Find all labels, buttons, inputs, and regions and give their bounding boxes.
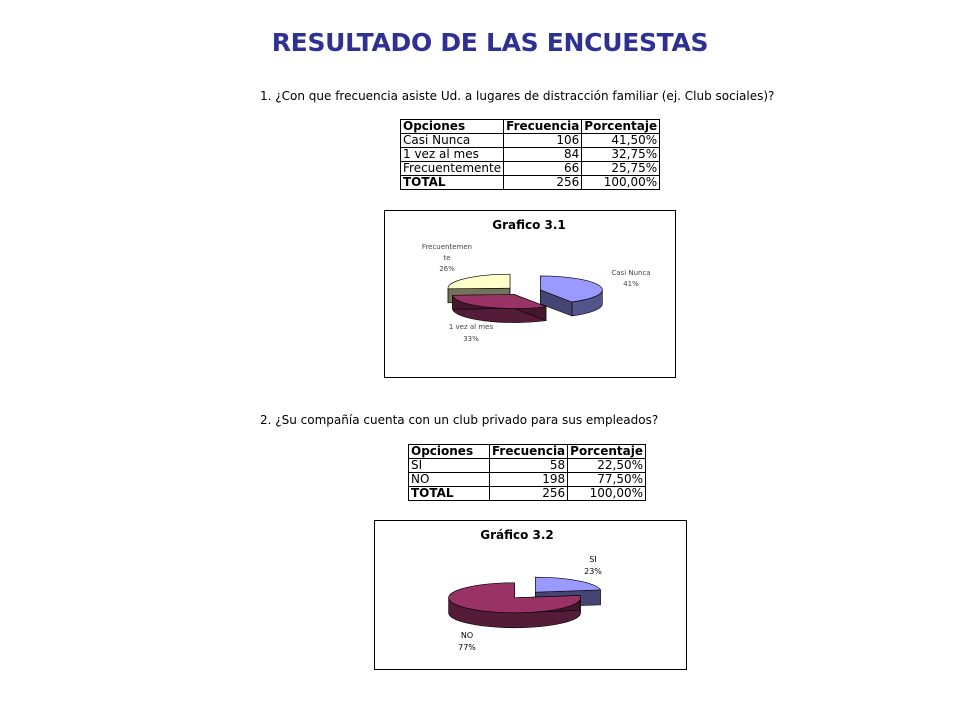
chart-3-1 xyxy=(384,210,676,378)
cell-frequency: 198 xyxy=(490,473,568,487)
cell-total-label: TOTAL xyxy=(409,487,490,501)
header-frecuencia: Frecuencia xyxy=(490,445,568,459)
cell-percentage: 77,50% xyxy=(568,473,646,487)
table-total-row xyxy=(409,487,646,501)
table-header-row xyxy=(409,445,646,459)
cell-percentage: 32,75% xyxy=(582,148,660,162)
chart-title: Gráfico 3.2 xyxy=(480,528,554,542)
slice-pct-1-vez-al-mes: 33% xyxy=(463,335,479,343)
chart-slices xyxy=(449,577,601,628)
cell-total-label: TOTAL xyxy=(401,176,504,190)
table-total-row xyxy=(401,176,660,190)
chart-3-1-svg xyxy=(385,211,675,377)
slice-label-frecuentemente-line1: Frecuentemen xyxy=(421,243,473,251)
header-frecuencia: Frecuencia xyxy=(504,120,582,134)
slice-pct-no: 77% xyxy=(458,643,476,652)
chart-3-2 xyxy=(374,520,687,670)
cell-option: Frecuentemente xyxy=(401,162,504,176)
slice-si xyxy=(535,577,600,592)
cell-frequency: 106 xyxy=(504,134,582,148)
cell-option: SI xyxy=(409,459,490,473)
header-porcentaje: Porcentaje xyxy=(568,445,646,459)
cell-percentage: 22,50% xyxy=(568,459,646,473)
slice-label-casi-nunca: Casi Nunca xyxy=(611,269,651,277)
cell-percentage: 41,50% xyxy=(582,134,660,148)
slice-label-1-vez-al-mes: 1 vez al mes xyxy=(448,323,494,331)
question-2: 2. ¿Su compañía cuenta con un club privado para sus empleados? xyxy=(260,413,659,427)
header-porcentaje: Porcentaje xyxy=(582,120,660,134)
slice-frecuentemente xyxy=(448,274,510,289)
cell-total-frequency: 256 xyxy=(504,176,582,190)
header-opciones: Opciones xyxy=(401,120,504,134)
slice-label-no: NO xyxy=(460,631,474,640)
slice-pct-si: 23% xyxy=(584,567,602,576)
cell-option: Casi Nunca xyxy=(401,134,504,148)
cell-option: 1 vez al mes xyxy=(401,148,504,162)
cell-option: NO xyxy=(409,473,490,487)
table-row xyxy=(401,162,660,176)
table-row xyxy=(401,148,660,162)
cell-total-percentage: 100,00% xyxy=(568,487,646,501)
chart-slices xyxy=(448,274,602,322)
table-row xyxy=(409,459,646,473)
slice-pct-casi-nunca: 41% xyxy=(623,280,639,288)
cell-total-percentage: 100,00% xyxy=(582,176,660,190)
slice-label-si: SI xyxy=(589,555,597,564)
table-question-2 xyxy=(408,444,646,501)
cell-frequency: 84 xyxy=(504,148,582,162)
question-1: 1. ¿Con que frecuencia asiste Ud. a lugares de distracción familiar (ej. Club sociales)? xyxy=(260,89,775,103)
cell-frequency: 58 xyxy=(490,459,568,473)
table-row xyxy=(409,473,646,487)
chart-title: Grafico 3.1 xyxy=(492,218,566,232)
slice-label-frecuentemente-line2: te xyxy=(443,254,451,262)
page-title: RESULTADO DE LAS ENCUESTAS xyxy=(271,28,709,57)
table-question-1 xyxy=(400,119,660,190)
cell-percentage: 25,75% xyxy=(582,162,660,176)
cell-total-frequency: 256 xyxy=(490,487,568,501)
header-opciones: Opciones xyxy=(409,445,490,459)
table-header-row xyxy=(401,120,660,134)
table-row xyxy=(401,134,660,148)
cell-frequency: 66 xyxy=(504,162,582,176)
slice-pct-frecuentemente: 26% xyxy=(439,265,455,273)
chart-3-2-svg xyxy=(375,521,686,669)
